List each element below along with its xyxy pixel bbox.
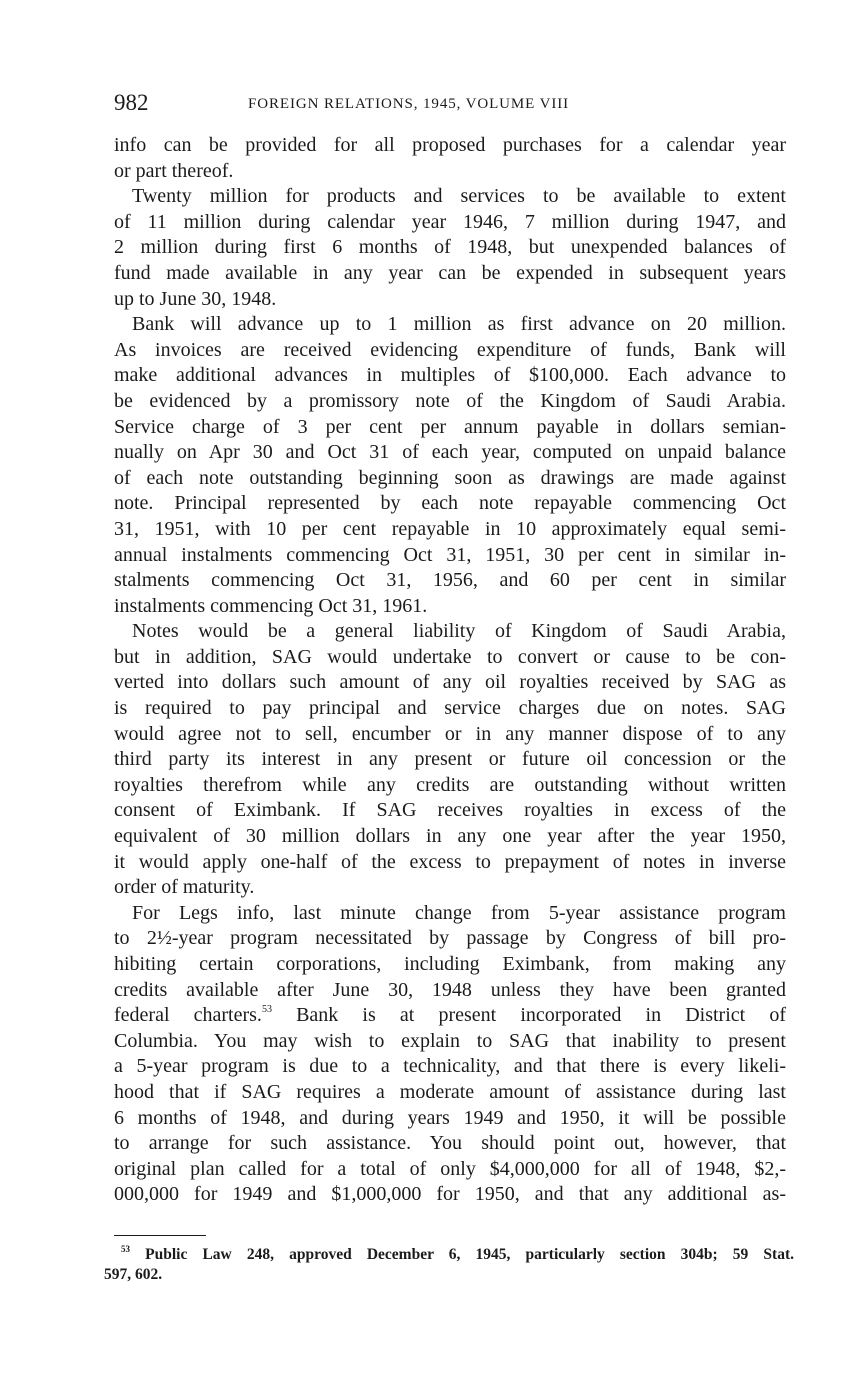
text-line: of each note outstanding beginning soon as drawings are made against — [114, 466, 786, 489]
footnote — [104, 1245, 794, 1285]
text-line: info can be provided for all proposed purchases for a calendar year — [114, 134, 786, 156]
text-line: a 5-year program is due to a technicality, and that there is every likeli- — [114, 1055, 786, 1078]
text-line: make additional advances in multiples of $100,000. Each advance to — [114, 364, 786, 387]
text-line: royalties therefrom while any credits are outstanding without written — [114, 773, 786, 796]
text-line: As invoices are received evidencing expenditure of funds, Bank will — [114, 338, 786, 361]
text-line: annual instalments commencing Oct 31, 1951, 30 per cent in similar in- — [114, 543, 786, 566]
text-line: For Legs info, last minute change from 5-year assistance program — [132, 901, 786, 924]
text-line: equivalent of 30 million dollars in any one year after the year 1950, — [114, 825, 786, 848]
text-line: be evidenced by a promissory note of the Kingdom of Saudi Arabia. — [114, 389, 786, 412]
text-line: would agree not to sell, encumber or in any manner dispose of to any — [114, 722, 786, 745]
footnote-text: Public Law 248, approved December 6, 1945, particularly section 304b; 59 Stat. — [130, 1246, 794, 1263]
text-line: Bank will advance up to 1 million as first advance on 20 million. — [132, 313, 786, 336]
text-line: or part thereof. — [114, 159, 234, 182]
text-line: 6 months of 1948, and during years 1949 and 1950, it will be possible — [114, 1106, 786, 1129]
text-line: of 11 million during calendar year 1946, 7 million during 1947, and — [114, 210, 786, 233]
text-line: fund made available in any year can be expended in subsequent years — [114, 261, 786, 284]
text-line: Columbia. You may wish to explain to SAG that inability to present — [114, 1029, 786, 1052]
text-line: consent of Eximbank. If SAG receives royalties in excess of the — [114, 799, 786, 822]
body-text — [114, 133, 786, 1208]
text-line: Service charge of 3 per cent per annum payable in dollars semian- — [114, 415, 786, 438]
footnote-mark: 53 — [121, 1244, 130, 1254]
text-fragment: federal charters. — [114, 1004, 262, 1027]
footnote-line: 597, 602. — [104, 1266, 163, 1283]
text-fragment: -year program necessitated by passage by Congress of bill pro- — [171, 927, 786, 950]
text-line: 2 million during first 6 months of 1948, but unexpended balances of — [114, 236, 786, 259]
footnote-divider — [114, 1235, 206, 1236]
text-line: 000,000 for 1949 and $1,000,000 for 1950, and that any additional as- — [114, 1183, 786, 1206]
text-fragment: Bank is at present incorporated in District of — [271, 1004, 786, 1027]
page-number: 982 — [114, 90, 149, 115]
text-line: 31, 1951, with 10 per cent repayable in 10 approximately equal semi- — [114, 517, 786, 540]
page-header — [114, 88, 790, 118]
text-line: it would apply one-half of the excess to prepayment of notes in inverse — [114, 850, 786, 873]
text-line: Twenty million for products and services to be available to extent — [132, 185, 786, 208]
text-line: hood that if SAG requires a moderate amount of assistance during last — [114, 1080, 786, 1103]
footnote-reference[interactable]: 53 — [261, 1004, 272, 1016]
text-line: order of maturity. — [114, 876, 255, 899]
text-line: hibiting certain corporations, including Eximbank, from making any — [114, 953, 786, 975]
text-line: Notes would be a general liability of Kingdom of Saudi Arabia, — [132, 620, 786, 643]
text-line: original plan called for a total of only $4,000,000 for all of 1948, $2,- — [114, 1157, 786, 1180]
text-line — [114, 1003, 786, 1029]
text-line: third party its interest in any present or future oil concession or the — [114, 748, 786, 771]
text-line: stalments commencing Oct 31, 1956, and 60 per cent in similar — [114, 569, 786, 592]
text-line — [114, 926, 786, 952]
text-line: note. Principal represented by each note repayable commencing Oct — [114, 492, 786, 515]
text-line: up to June 30, 1948. — [114, 287, 277, 310]
text-fragment: to 2 — [114, 927, 157, 950]
text-line: credits available after June 30, 1948 unless they have been granted — [114, 978, 786, 1001]
text-line: verted into dollars such amount of any oil royalties received by SAG as — [114, 671, 786, 694]
fraction: ½ — [156, 927, 172, 950]
text-line: but in addition, SAG would undertake to convert or cause to be con- — [114, 645, 786, 668]
text-line: is required to pay principal and service charges due on notes. SAG — [114, 697, 786, 720]
text-line: to arrange for such assistance. You should point out, however, that — [114, 1132, 786, 1155]
text-line: nually on Apr 30 and Oct 31 of each year, computed on unpaid balance — [114, 441, 786, 464]
running-head: FOREIGN RELATIONS, 1945, VOLUME VIII — [248, 96, 570, 112]
text-line: instalments commencing Oct 31, 1961. — [114, 594, 428, 617]
footnote-line — [104, 1245, 794, 1265]
